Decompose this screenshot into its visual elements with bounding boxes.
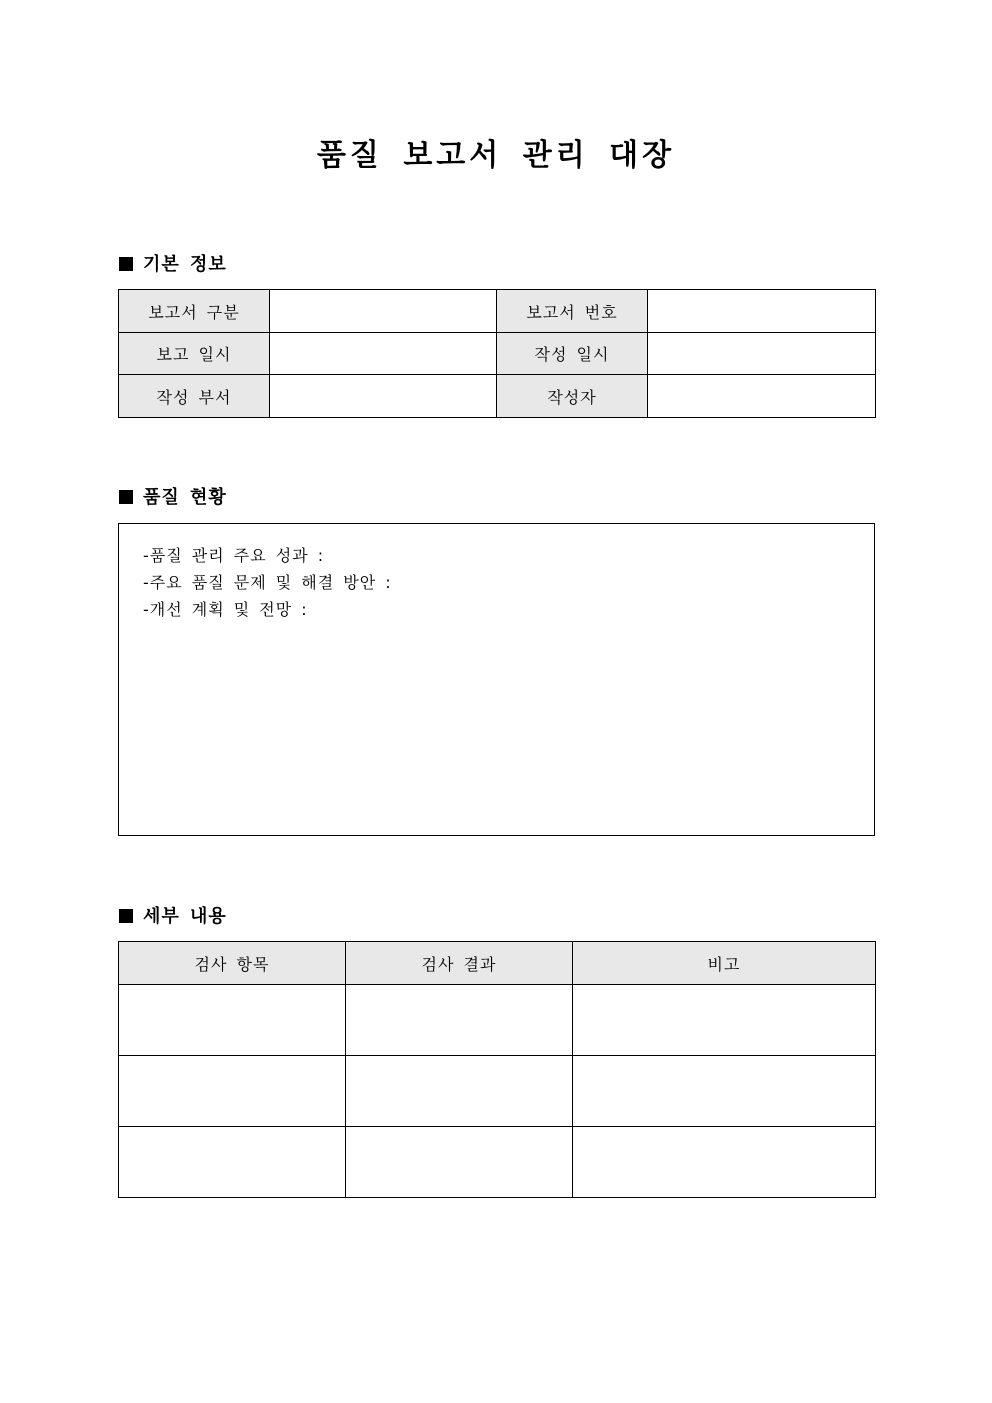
quality-status-lines [143, 542, 392, 623]
inspection-result-cell[interactable] [346, 985, 573, 1056]
section-heading-label: 기본 정보 [143, 254, 227, 275]
table-row [119, 290, 876, 333]
department-label: 작성 부서 [119, 375, 270, 418]
page-title: 품질 보고서 관리 대장 [316, 138, 676, 173]
report-number-label: 보고서 번호 [497, 290, 648, 333]
report-type-field[interactable] [270, 290, 497, 333]
square-bullet-icon [119, 257, 133, 271]
section-heading-basic-info [119, 253, 227, 277]
report-date-field[interactable] [270, 333, 497, 375]
remarks-cell[interactable] [573, 1056, 876, 1127]
column-header-inspection-result: 검사 결과 [346, 942, 573, 985]
column-header-remarks: 비고 [573, 942, 876, 985]
square-bullet-icon [119, 909, 133, 923]
table-row [119, 375, 876, 418]
table-row [119, 333, 876, 375]
table-row [119, 985, 876, 1056]
section-heading-quality-status [119, 486, 227, 510]
report-type-label: 보고서 구분 [119, 290, 270, 333]
table-row [119, 1127, 876, 1198]
written-date-field[interactable] [648, 333, 876, 375]
inspection-item-cell[interactable] [119, 985, 346, 1056]
written-date-label: 작성 일시 [497, 333, 648, 375]
table-header-row [119, 942, 876, 985]
inspection-result-cell[interactable] [346, 1127, 573, 1198]
remarks-cell[interactable] [573, 985, 876, 1056]
inspection-result-cell[interactable] [346, 1056, 573, 1127]
table-row [119, 1056, 876, 1127]
square-bullet-icon [119, 490, 133, 504]
section-heading-label: 세부 내용 [143, 906, 227, 927]
department-field[interactable] [270, 375, 497, 418]
quality-issues-line: -주요 품질 문제 및 해결 방안 : [143, 573, 392, 592]
remarks-cell[interactable] [573, 1127, 876, 1198]
author-label: 작성자 [497, 375, 648, 418]
column-header-inspection-item: 검사 항목 [119, 942, 346, 985]
section-heading-label: 품질 현황 [143, 487, 227, 508]
report-number-field[interactable] [648, 290, 876, 333]
author-field[interactable] [648, 375, 876, 418]
basic-info-table [118, 289, 876, 418]
section-heading-details [119, 905, 227, 929]
details-table [118, 941, 876, 1198]
improvement-plan-line: -개선 계획 및 전망 : [143, 600, 308, 619]
inspection-item-cell[interactable] [119, 1056, 346, 1127]
report-date-label: 보고 일시 [119, 333, 270, 375]
quality-achievements-line: -품질 관리 주요 성과 : [143, 546, 325, 565]
quality-status-box[interactable] [118, 523, 875, 836]
inspection-item-cell[interactable] [119, 1127, 346, 1198]
